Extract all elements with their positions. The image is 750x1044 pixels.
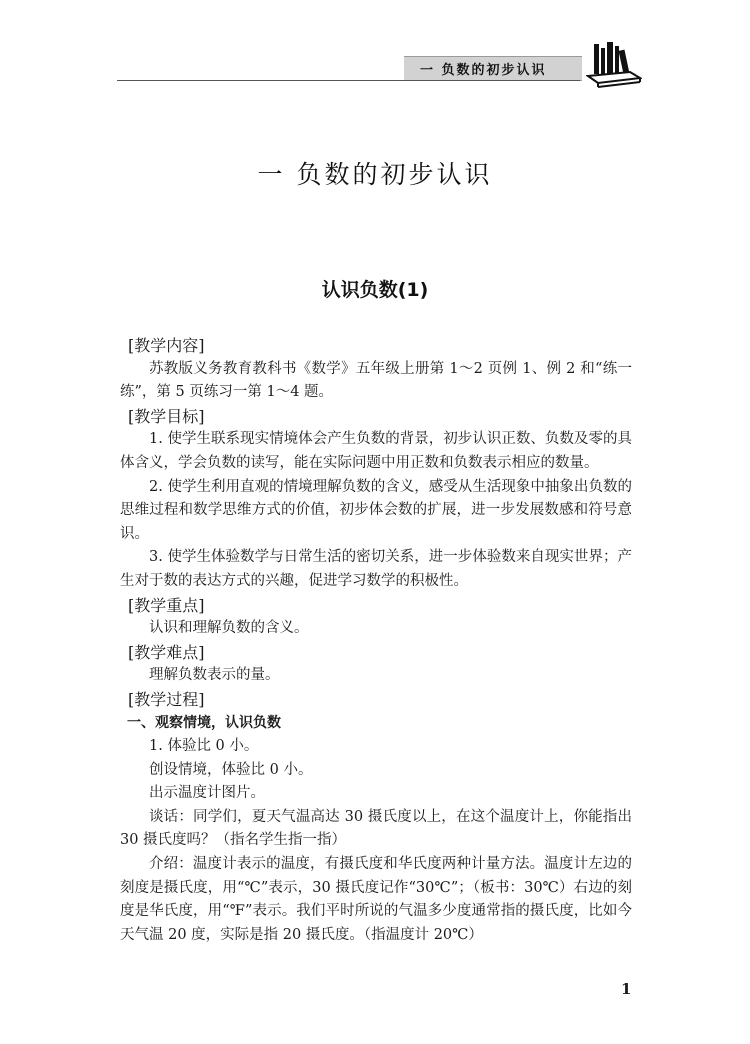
process-line: 谈话：同学们，夏天气温高达 30 摄氏度以上，在这个温度计上，你能指出 30 摄氏度吗？（指名学生指一指）: [120, 808, 632, 849]
goal-item: 3. 使学生体验数学与日常生活的密切关系，进一步体验数来自现实世界；产生对于数的表达方式的兴趣，促进学习数学的积极性。: [120, 549, 632, 589]
process-line: 创设情境，体验比 0 小。: [149, 761, 313, 778]
key-points-text: 认识和理解负数的含义。: [149, 620, 309, 637]
running-title: 一 负数的初步认识: [420, 63, 547, 78]
process-line: 出示温度计图片。: [149, 785, 265, 802]
goal-item: 1. 使学生联系现实情境体会产生负数的背景，初步认识正数、负数及零的具体含义，学会负数的读写，能在实际问题中用正数和负数表示相应的数量。: [120, 431, 632, 471]
section-heading-goals: [教学目标]: [128, 406, 205, 426]
section-heading-key-points: [教学重点]: [128, 595, 205, 615]
lesson-body: [120, 334, 632, 947]
process-line: 1. 体验比 0 小。: [149, 738, 259, 755]
lesson-title: 认识负数(1): [321, 279, 429, 301]
content-text: 苏教版义务教育教科书《数学》五年级上册第 1～2 页例 1、例 2 和“练一练”，第 5 页练习一第 1～4 题。: [120, 360, 632, 401]
goal-item: 2. 使学生利用直观的情境理解负数的含义，感受从生活现象中抽象出负数的思维过程和数学思维方式的价值，初步体会数的扩展，进一步发展数感和符号意识。: [120, 478, 632, 542]
process-subheading: 一、观察情境，认识负数: [127, 714, 281, 731]
section-heading-process: [教学过程]: [128, 689, 205, 709]
difficulties-text: 理解负数表示的量。: [149, 667, 280, 684]
page-number: 1: [621, 980, 632, 998]
chapter-title: 一 负数的初步认识: [257, 160, 493, 189]
section-heading-difficulties: [教学难点]: [128, 642, 205, 662]
section-heading-content: [教学内容]: [128, 336, 205, 355]
process-line: 介绍：温度计表示的温度，有摄氏度和华氏度两种计量方法。温度计左边的刻度是摄氏度，用“℃”表示，30 摄氏度记作“30℃”；（板书：30℃）右边的刻度是华氏度，用“℉”表示。我们平时所说的气温多少度通常指的摄氏度，比如今天气温 20 度，实际是指 20 摄氏度。（指温度计 20℃）: [120, 856, 632, 943]
books-icon: [586, 38, 642, 88]
header-rule: [117, 80, 580, 81]
